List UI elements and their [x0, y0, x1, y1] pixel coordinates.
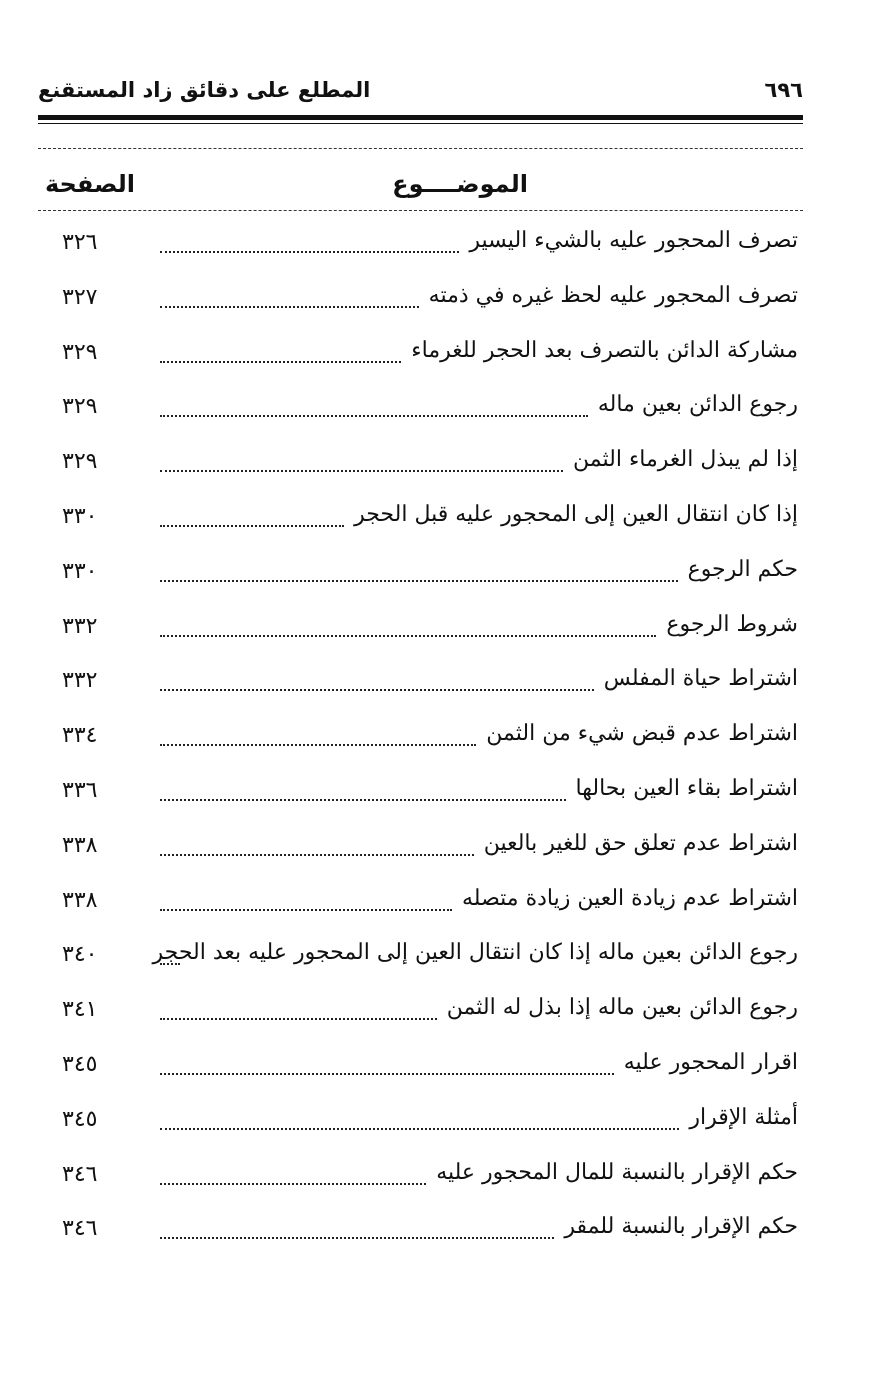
dot-leader — [160, 744, 476, 746]
toc-entry — [0, 666, 873, 706]
toc-entry-page: ٣٤٦ — [62, 1216, 98, 1242]
topic-column-header: الموضــــوع — [392, 170, 528, 198]
toc-entry-title: اشتراط بقاء العين بحالها — [575, 776, 798, 801]
toc-entry-title: رجوع الدائن بعين ماله — [597, 392, 798, 418]
toc-entry-title: مشاركة الدائن بالتصرف بعد الحجر للغرماء — [411, 337, 798, 363]
toc-entry-page: ٣٣٨ — [62, 832, 98, 858]
toc-entry-title: حكم الإقرار بالنسبة للمال المحجور عليه — [436, 1159, 798, 1185]
toc-entry — [0, 447, 873, 487]
toc-entry-page: ٣٤١ — [62, 997, 98, 1023]
dot-leader — [160, 1128, 679, 1130]
toc-entry-page: ٣٣٤ — [62, 723, 98, 749]
toc-entry — [0, 1050, 873, 1090]
toc-entry — [0, 283, 873, 323]
toc-entry-title: إذا لم يبذل الغرماء الثمن — [573, 447, 798, 473]
dot-leader — [160, 415, 588, 417]
toc-entry — [0, 995, 873, 1035]
toc-entry — [0, 886, 873, 926]
toc-entry-page: ٣٣٦ — [62, 778, 98, 803]
dot-leader — [160, 1018, 437, 1020]
dot-leader — [160, 1183, 426, 1185]
toc-entry-page: ٣٢٧ — [62, 284, 98, 310]
toc-entry-title: اشتراط عدم زيادة العين زيادة متصله — [462, 885, 798, 911]
toc-entry-page: ٣٤٥ — [62, 1052, 98, 1077]
toc-entry — [0, 228, 873, 268]
page-column-header: الصفحة — [45, 170, 136, 198]
toc-entry — [0, 557, 873, 597]
toc-entry-title: اشتراط حياة المفلس — [603, 666, 798, 692]
toc-entry — [0, 831, 873, 871]
toc-entry-page: ٣٣٢ — [62, 668, 98, 694]
toc-entry-title: رجوع الدائن بعين ماله إذا بذل له الثمن — [446, 995, 798, 1021]
toc-entry-page: ٣٤٠ — [62, 942, 98, 968]
page-number: ٦٩٦ — [764, 78, 803, 102]
dot-leader — [160, 306, 419, 308]
toc-entry — [0, 502, 873, 542]
toc-entry-page: ٣٢٩ — [62, 449, 98, 475]
toc-entry — [0, 1160, 873, 1200]
dot-leader — [160, 251, 459, 253]
dot-leader — [160, 1073, 614, 1075]
toc-entry-page: ٣٢٩ — [62, 339, 98, 365]
book-title: المطلع على دقائق زاد المستقنع — [38, 78, 371, 102]
toc-entry-page: ٣٤٥ — [62, 1106, 98, 1132]
toc-entry-page: ٣٣٠ — [62, 504, 98, 529]
dot-leader — [160, 909, 452, 911]
toc-entry-page: ٣٢٩ — [62, 394, 98, 420]
dot-leader — [160, 635, 656, 637]
dot-leader — [160, 854, 474, 856]
toc-entry — [0, 940, 873, 980]
toc-entry-title: رجوع الدائن بعين ماله إذا كان انتقال العين إلى المحجور عليه بعد الحجر — [152, 940, 798, 966]
toc-entry — [0, 338, 873, 378]
toc-entry-page: ٣٣٢ — [62, 613, 98, 639]
toc-entry — [0, 1214, 873, 1254]
dot-leader — [160, 1237, 554, 1239]
toc-entry — [0, 392, 873, 432]
toc-entry-title: اقرار المحجور عليه — [623, 1050, 798, 1075]
toc-entry-title: اشتراط عدم قبض شيء من الثمن — [486, 721, 798, 747]
toc-entry-title: حكم الرجوع — [687, 556, 798, 582]
toc-entry — [0, 776, 873, 816]
dot-leader — [160, 580, 678, 582]
dot-leader — [160, 361, 401, 363]
dot-leader — [160, 470, 563, 472]
dot-leader — [160, 689, 594, 691]
dot-leader — [160, 525, 344, 527]
toc-entry-page: ٣٣٨ — [62, 887, 98, 913]
toc-entry-title: اشتراط عدم تعلق حق للغير بالعين — [483, 830, 798, 856]
toc-entry-title: تصرف المحجور عليه لحظ غيره في ذمته — [428, 282, 798, 308]
toc-entry-title: حكم الإقرار بالنسبة للمقر — [564, 1214, 798, 1240]
toc-entry-title: شروط الرجوع — [666, 611, 798, 637]
toc-entry-title: أمثلة الإقرار — [689, 1104, 798, 1130]
toc-entry-page: ٣٢٦ — [62, 230, 98, 255]
toc-entry-page: ٣٤٦ — [62, 1161, 98, 1187]
dot-leader — [160, 799, 566, 801]
toc-entry-page: ٣٣٠ — [62, 558, 98, 584]
toc-entry — [0, 1105, 873, 1145]
toc-entry-title: إذا كان انتقال العين إلى المحجور عليه قبل الحجر — [354, 502, 798, 527]
toc-entry — [0, 721, 873, 761]
toc-entry-title: تصرف المحجور عليه بالشيء اليسير — [469, 228, 798, 253]
toc-entry — [0, 612, 873, 652]
